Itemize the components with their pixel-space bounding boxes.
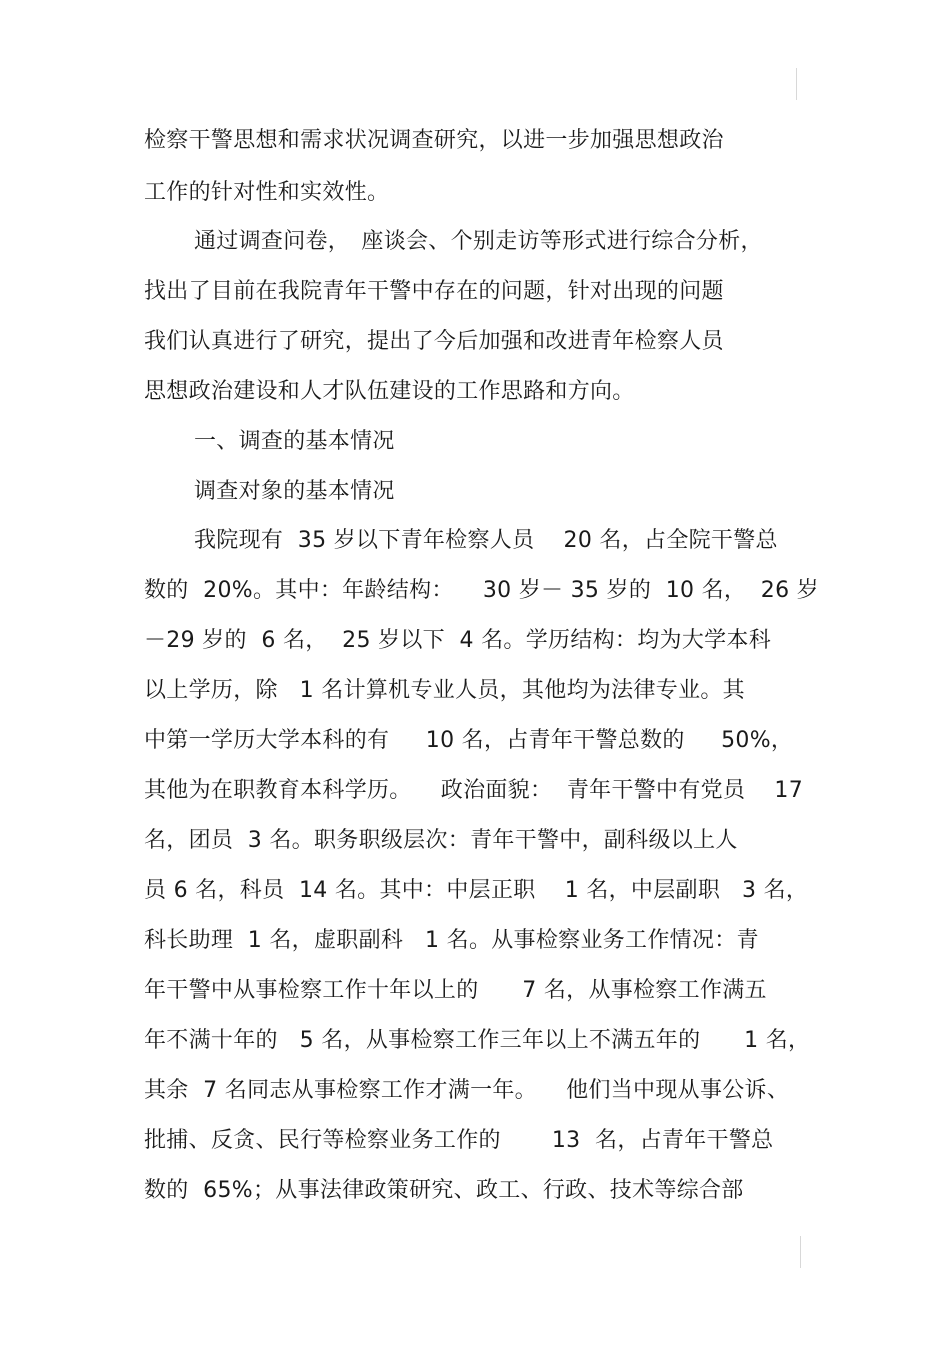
paragraph-line-14: 其他为在职教育本科学历。 政治面貌： 青年干警中有党员 17 xyxy=(144,778,804,803)
subsection-heading: 调查对象的基本情况 xyxy=(194,479,395,504)
paragraph-line-20: 其余 7 名同志从事检察工作才满一年。 他们当中现从事公诉、 xyxy=(144,1078,790,1103)
paragraph-line-15: 名，团员 3 名。职务职级层次：青年干警中，副科级以上人 xyxy=(144,828,738,853)
paragraph-line-3: 通过调查问卷， 座谈会、个别走访等形式进行综合分析， xyxy=(194,229,763,254)
paragraph-line-2: 工作的针对性和实效性。 xyxy=(144,180,390,205)
section-heading: 一、调查的基本情况 xyxy=(194,429,395,454)
paragraph-line-12: 以上学历，除 1 名计算机专业人员，其他均为法律专业。其 xyxy=(144,678,745,703)
paragraph-line-16: 员 6 名，科员 14 名。其中：中层正职 1 名，中层副职 3 名， xyxy=(144,878,809,903)
paragraph-line-5: 我们认真进行了研究，提出了今后加强和改进青年检察人员 xyxy=(144,329,724,354)
paragraph-line-1: 检察干警思想和需求状况调查研究，以进一步加强思想政治 xyxy=(144,128,724,153)
paragraph-line-19: 年不满十年的 5 名，从事检察工作三年以上不满五年的 1 名， xyxy=(144,1028,811,1053)
paragraph-line-17: 科长助理 1 名，虚职副科 1 名。从事检察业务工作情况：青 xyxy=(144,928,759,953)
paragraph-line-13: 中第一学历大学本科的有 10 名，占青年干警总数的 50%， xyxy=(144,728,794,753)
page-corner-mark-top xyxy=(796,68,797,100)
page-corner-mark-bottom xyxy=(800,1236,801,1268)
paragraph-line-4: 找出了目前在我院青年干警中存在的问题，针对出现的问题 xyxy=(144,279,724,304)
paragraph-line-22: 数的 65%；从事法律政策研究、政工、行政、技术等综合部 xyxy=(144,1178,744,1203)
paragraph-line-11: －29 岁的 6 名， 25 岁以下 4 名。学历结构：均为大学本科 xyxy=(144,628,772,653)
paragraph-line-18: 年干警中从事检察工作十年以上的 7 名，从事检察工作满五 xyxy=(144,978,767,1003)
paragraph-line-6: 思想政治建设和人才队伍建设的工作思路和方向。 xyxy=(144,379,635,404)
paragraph-line-21: 批捕、反贪、民行等检察业务工作的 13 名，占青年干警总 xyxy=(144,1128,774,1153)
paragraph-line-10: 数的 20%。其中：年龄结构： 30 岁－ 35 岁的 10 名， 26 岁 xyxy=(144,578,819,603)
paragraph-line-9: 我院现有 35 岁以下青年检察人员 20 名，占全院干警总 xyxy=(194,528,778,553)
